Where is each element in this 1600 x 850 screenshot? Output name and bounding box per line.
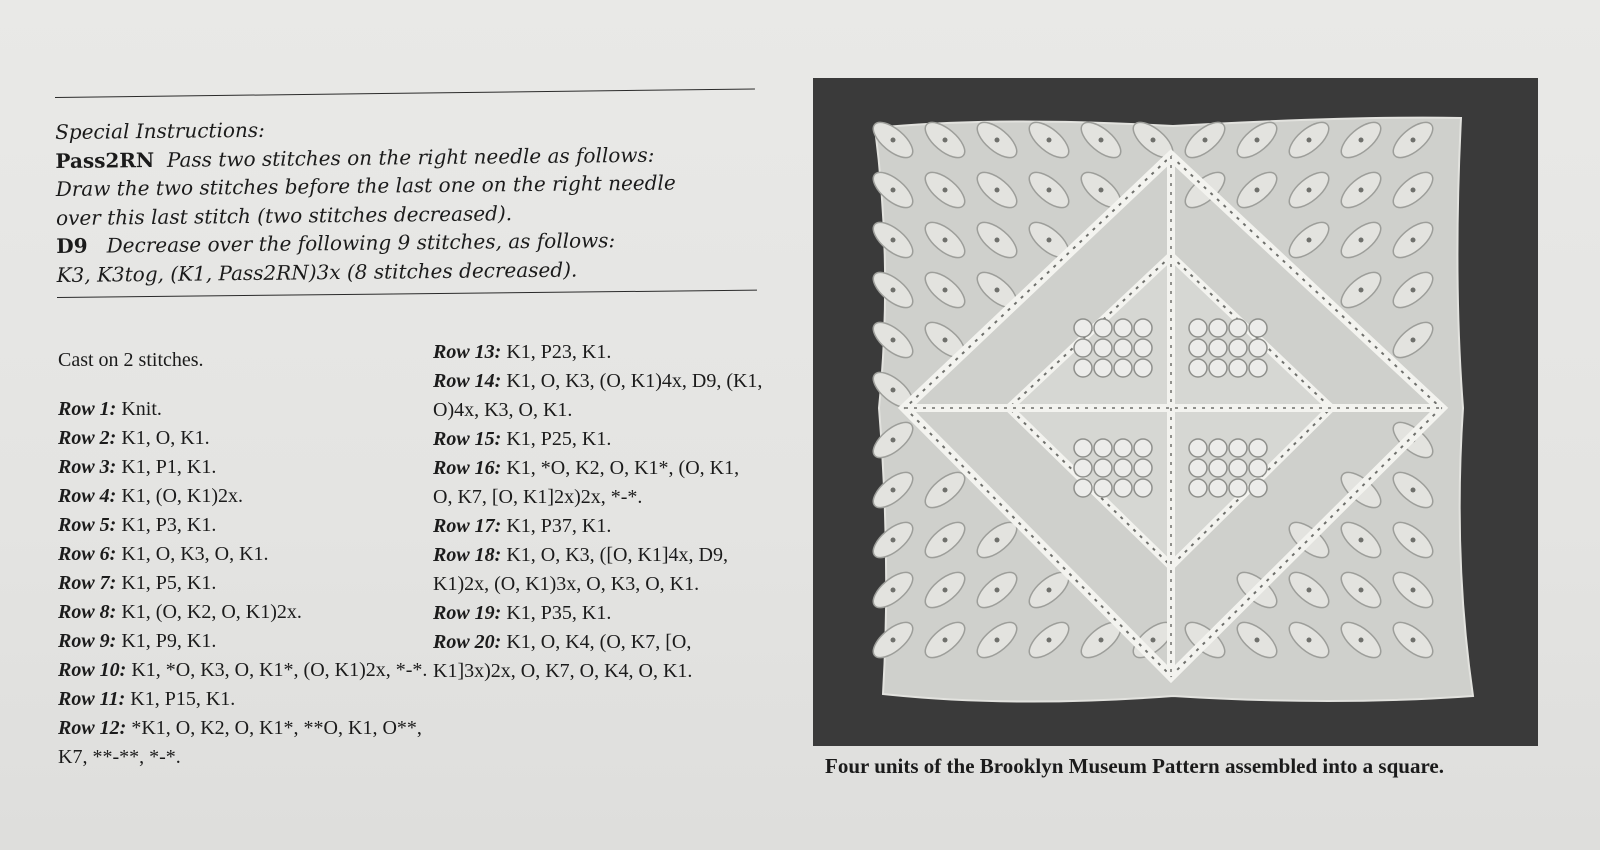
row-label: Row 1:: [58, 398, 117, 420]
pattern-row: [58, 627, 428, 656]
knitted-square-photo: [813, 78, 1538, 746]
row-label: Row 8:: [58, 601, 117, 623]
row-label: Row 20:: [433, 631, 502, 653]
row-text: K1, P37, K1.: [501, 515, 612, 537]
pass2rn-definition-line-3: over this last stitch (two stitches decreased).: [55, 200, 513, 230]
top-divider: [55, 88, 755, 98]
d9-term: D9: [56, 233, 88, 258]
row-label: Row 5:: [58, 514, 117, 536]
photo-caption: Four units of the Brooklyn Museum Pattern assembled into a square.: [825, 754, 1444, 778]
row-text: K1, P25, K1.: [501, 428, 612, 450]
d9-definition-line-2: K3, K3tog, (K1, Pass2RN)3x (8 stitches decreased).: [56, 257, 578, 287]
row-label: Row 13:: [433, 341, 502, 363]
pattern-row: [58, 511, 428, 540]
pattern-row: [433, 599, 763, 628]
bottom-divider: [57, 290, 757, 298]
pattern-row: [58, 598, 428, 627]
row-text: K1, O, K3, ([O, K1]4x, D9, K1)2x, (O, K1)3x, O, K3, O, K1.: [433, 544, 728, 595]
row-text: K1, P5, K1.: [116, 572, 217, 594]
row-text: K1, O, K3, (O, K1)4x, D9, (K1, O)4x, K3, O, K1.: [433, 370, 763, 421]
pass2rn-definition: Pass two stitches on the right needle as follows:: [166, 142, 655, 172]
row-label: Row 6:: [58, 543, 117, 565]
row-label: Row 4:: [58, 485, 117, 507]
row-text: K1, (O, K2, O, K1)2x.: [116, 601, 302, 623]
pattern-row: [58, 453, 428, 482]
special-instructions-heading: Special Instructions:: [55, 117, 265, 144]
knitted-square-image: [813, 78, 1538, 746]
pattern-row: [433, 338, 763, 367]
row-text: K1, O, K1.: [116, 427, 210, 449]
pattern-row: [58, 714, 428, 772]
pattern-row: [58, 656, 428, 685]
row-label: Row 14:: [433, 370, 502, 392]
row-label: Row 18:: [433, 544, 502, 566]
special-instructions: [55, 110, 777, 289]
row-text: K1, (O, K1)2x.: [116, 485, 243, 507]
pass2rn-definition-line-2: Draw the two stitches before the last one on the right needle: [55, 170, 676, 201]
row-label: Row 9:: [58, 630, 117, 652]
pattern-row: [58, 540, 428, 569]
row-label: Row 15:: [433, 428, 502, 450]
pattern-row: [433, 541, 763, 599]
row-label: Row 3:: [58, 456, 117, 478]
pattern-row: [58, 424, 428, 453]
pattern-row: [58, 482, 428, 511]
row-text: K1, *O, K2, O, K1*, (O, K1, O, K7, [O, K1]2x)2x, *-*.: [433, 457, 740, 508]
row-text: K1, O, K4, (O, K7, [O, K1]3x)2x, O, K7, O, K4, O, K1.: [433, 631, 693, 682]
rows-column-left: [58, 395, 428, 772]
row-label: Row 12:: [58, 717, 127, 739]
pattern-row: [58, 685, 428, 714]
pattern-row: [433, 425, 763, 454]
pattern-row: [58, 569, 428, 598]
row-text: K1, P3, K1.: [116, 514, 217, 536]
pattern-row: [433, 628, 763, 686]
row-label: Row 10:: [58, 659, 127, 681]
row-text: K1, O, K3, O, K1.: [116, 543, 269, 565]
row-text: K1, P9, K1.: [116, 630, 217, 652]
d9-definition: Decrease over the following 9 stitches, as follows:: [106, 228, 616, 258]
pass2rn-term: Pass2RN: [55, 147, 155, 173]
row-text: K1, P15, K1.: [125, 688, 236, 710]
rows-column-right: [433, 338, 763, 686]
row-text: K1, P35, K1.: [501, 602, 612, 624]
row-label: Row 19:: [433, 602, 502, 624]
row-text: K1, P23, K1.: [501, 341, 612, 363]
row-text: *K1, O, K2, O, K1*, **O, K1, O**, K7, **-**, *-*.: [58, 717, 422, 768]
pattern-row: [433, 367, 763, 425]
pattern-row: [58, 395, 428, 424]
row-label: Row 11:: [58, 688, 126, 710]
row-text: K1, *O, K3, O, K1*, (O, K1)2x, *-*.: [126, 659, 428, 681]
row-text: Knit.: [116, 398, 162, 420]
row-label: Row 2:: [58, 427, 117, 449]
row-label: Row 17:: [433, 515, 502, 537]
row-label: Row 16:: [433, 457, 502, 479]
row-text: K1, P1, K1.: [116, 456, 217, 478]
cast-on-instruction: Cast on 2 stitches.: [58, 349, 204, 371]
pattern-row: [433, 512, 763, 541]
row-label: Row 7:: [58, 572, 117, 594]
pattern-row: [433, 454, 763, 512]
